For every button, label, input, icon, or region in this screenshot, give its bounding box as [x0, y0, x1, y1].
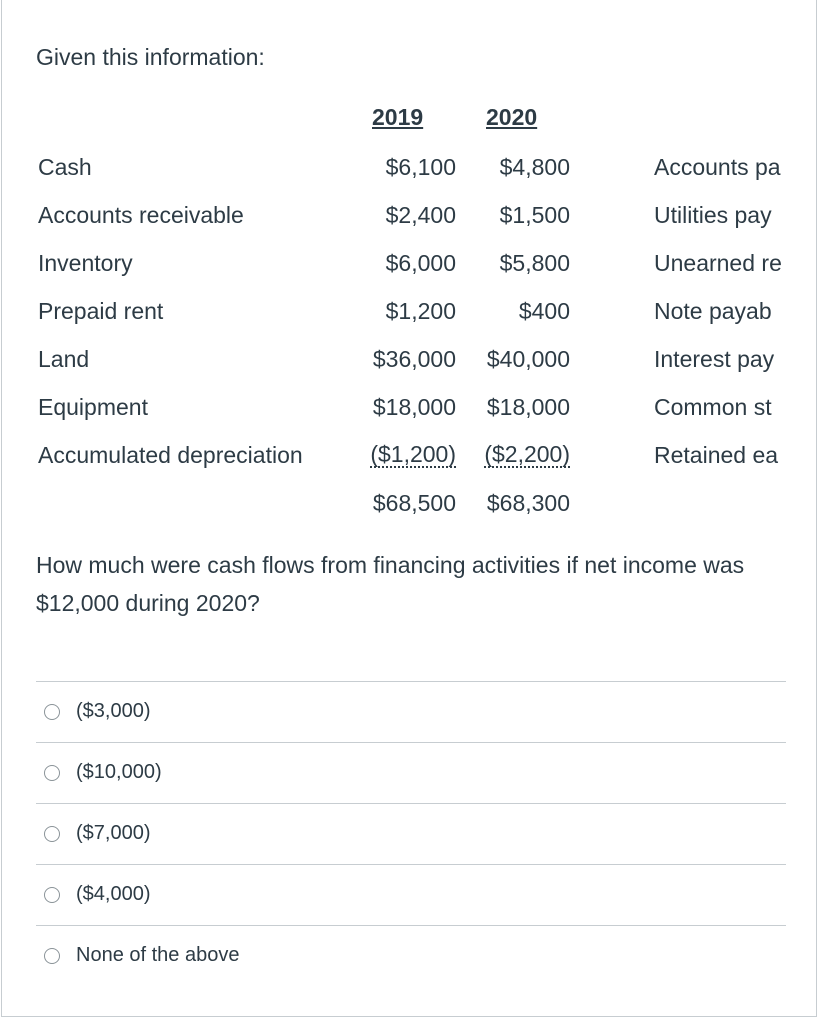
- answer-option[interactable]: [36, 742, 786, 803]
- value-2020: $5,800: [499, 250, 570, 276]
- liability-label: Unearned re: [654, 250, 782, 276]
- total-2019: $68,500: [372, 490, 456, 516]
- radio-button[interactable]: [44, 826, 60, 842]
- table-row: [2, 346, 817, 376]
- asset-label: Accounts receivable: [38, 202, 244, 228]
- value-2019: $6,000: [385, 250, 456, 276]
- liability-label: Note payab: [654, 298, 772, 324]
- liability-label: Retained ea: [654, 442, 779, 468]
- table-row: [2, 250, 817, 280]
- value-2019: $1,200: [385, 298, 456, 324]
- answer-label[interactable]: ($4,000): [76, 883, 151, 905]
- radio-button[interactable]: [44, 887, 60, 903]
- value-2020: $40,000: [486, 346, 570, 372]
- answer-option[interactable]: [36, 925, 786, 986]
- table-row: [2, 298, 817, 328]
- totals-row: [2, 490, 817, 520]
- answer-label[interactable]: ($3,000): [76, 700, 151, 722]
- year-header-2019: 2019: [372, 104, 424, 130]
- table-row: [2, 154, 817, 184]
- value-2020: $1,500: [499, 202, 570, 228]
- asset-label: Cash: [38, 154, 92, 180]
- intro-text: Given this information:: [36, 44, 265, 70]
- value-2020: $4,800: [499, 154, 570, 180]
- table-row: [2, 394, 817, 424]
- answer-label[interactable]: ($7,000): [76, 822, 151, 844]
- asset-label: Equipment: [38, 394, 148, 420]
- total-2020: $68,300: [486, 490, 570, 516]
- liability-label: Accounts pa: [654, 154, 781, 180]
- value-2019: $18,000: [372, 394, 456, 420]
- year-header-2020: 2020: [486, 104, 538, 130]
- radio-button[interactable]: [44, 948, 60, 964]
- liability-label: Interest pay: [654, 346, 775, 372]
- answer-label[interactable]: None of the above: [76, 944, 240, 966]
- value-2020: ($2,200): [484, 441, 570, 467]
- question-frame: [1, 0, 817, 1017]
- value-2019: $36,000: [372, 346, 456, 372]
- answer-option[interactable]: [36, 803, 786, 864]
- value-2020: $400: [518, 298, 570, 324]
- liability-label: Common st: [654, 394, 772, 420]
- value-2020: $18,000: [486, 394, 570, 420]
- value-2019: $2,400: [385, 202, 456, 228]
- answer-label[interactable]: ($10,000): [76, 761, 162, 783]
- answer-option[interactable]: [36, 864, 786, 925]
- question-text: How much were cash flows from financing activities if net income was $12,000 during 2020?: [36, 552, 745, 616]
- table-row: [2, 202, 817, 232]
- radio-button[interactable]: [44, 765, 60, 781]
- radio-button[interactable]: [44, 704, 60, 720]
- asset-label: Prepaid rent: [38, 298, 164, 324]
- asset-label: Accumulated depreciation: [38, 442, 303, 468]
- liability-label: Utilities pay: [654, 202, 772, 228]
- value-2019: ($1,200): [370, 441, 456, 467]
- asset-label: Land: [38, 346, 90, 372]
- asset-label: Inventory: [38, 250, 133, 276]
- answer-list: [36, 681, 786, 986]
- value-2019: $6,100: [385, 154, 456, 180]
- answer-option[interactable]: [36, 681, 786, 742]
- table-row: [2, 442, 817, 472]
